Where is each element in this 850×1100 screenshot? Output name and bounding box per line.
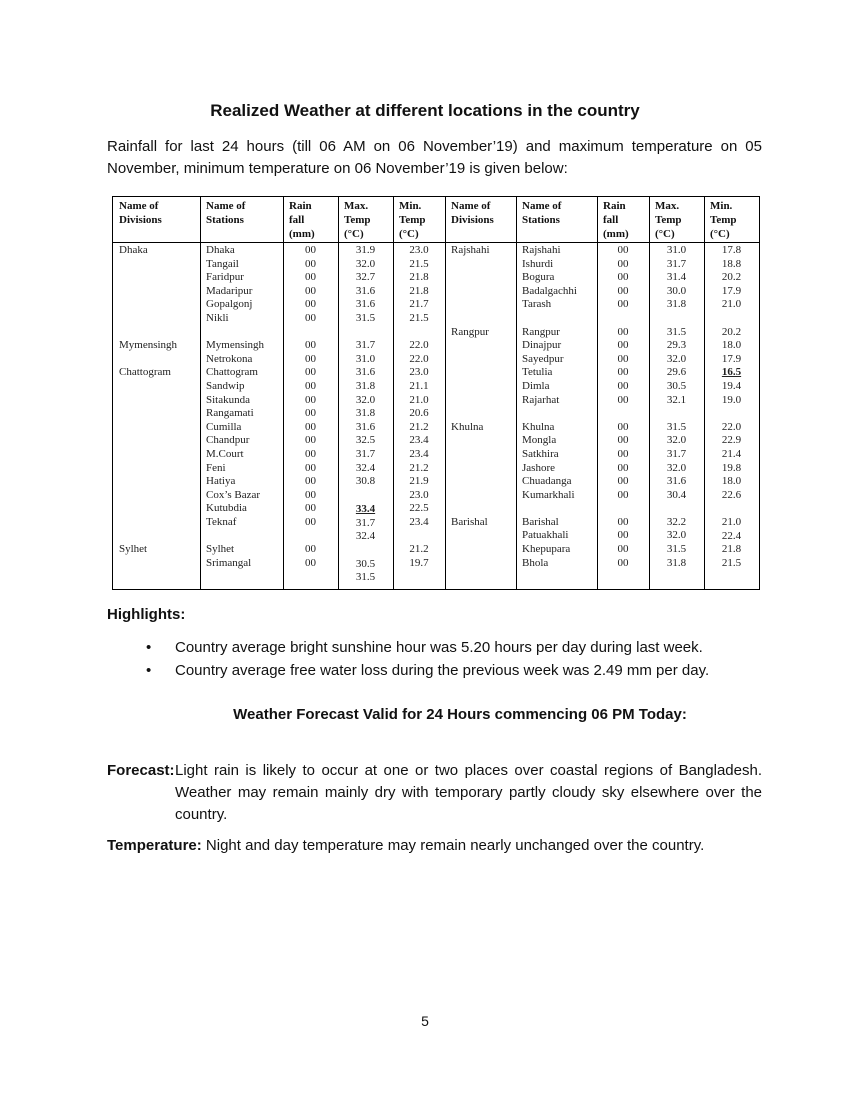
- header-max-temp: Max. Temp (°C): [344, 200, 371, 240]
- division-list: Rajshahi Rangpur Khulna Barishal: [451, 244, 490, 528]
- header-max-temp: Max. Temp (°C): [655, 200, 682, 240]
- forecast-heading: Weather Forecast Valid for 24 Hours commencing 06 PM Today:: [233, 706, 687, 723]
- min-temp-list: 23.0 21.5 21.8 21.8 21.7 21.5 22.0 22.0 23.0 21.1 21.0 20.6 21.2 23.4 23.4 21.2 21.9 23.0 22.5 23.4 21.2 19.7: [409, 244, 429, 569]
- table-divider: [200, 197, 201, 589]
- forecast-text: Light rain is likely to occur at one or two places over coastal regions of Bangladesh. Weather may remain mainly dry with temporary partly cloudy sky elsewhere over the country.: [175, 762, 762, 823]
- header-stations: Name of Stations: [206, 200, 246, 226]
- highlight-text: Country average free water loss during the previous week was 2.49 mm per day.: [175, 662, 710, 679]
- header-stations: Name of Stations: [522, 200, 562, 226]
- header-min-temp: Min. Temp (°C): [710, 200, 737, 240]
- table-divider: [516, 197, 517, 589]
- temperature-text: Night and day temperature may remain nearly unchanged over the country.: [205, 837, 705, 854]
- bullet-icon: •: [146, 639, 152, 656]
- header-rainfall: Rain fall (mm): [603, 200, 629, 240]
- page-number: 5: [421, 1013, 429, 1029]
- weather-table: [112, 196, 760, 590]
- division-list: Dhaka Mymensingh Chattogram Sylhet: [119, 244, 178, 556]
- page-title: Realized Weather at different locations in the country: [210, 101, 640, 120]
- max-temp-highlight: 33.4: [355, 503, 376, 516]
- max-temp-list: 31.7 32.4 30.5 31.5: [355, 516, 376, 584]
- temperature-label: Temperature:: [107, 837, 202, 854]
- temperature-paragraph: [107, 837, 704, 854]
- rainfall-list: 00 00 00 00 00 00 00 00 00 00 00 00 00 00 00 00 00 00 00 00 00: [617, 244, 629, 569]
- station-list: Rajshahi Ishurdi Bogura Badalgachhi Tarash Rangpur Dinajpur Sayedpur Tetulia Dimla Rajarhat Khulna Mongla Satkhira Jashore Chuadanga Kumarkhali Barishal Patuakhali Khepupara Bhola: [522, 244, 577, 569]
- table-header-divider: [113, 242, 759, 243]
- header-divisions: Name of Divisions: [119, 200, 162, 226]
- min-temp-list: 17.8 18.8 20.2 17.9 21.0 20.2 18.0 17.9: [721, 244, 742, 365]
- rainfall-list: 00 00 00 00 00 00 00 00 00 00 00 00 00 00 00 00 00 00 00 00 00 00: [305, 244, 316, 569]
- highlight-text: Country average bright sunshine hour was 5.20 hours per day during last week.: [175, 639, 703, 656]
- bullet-icon: •: [146, 662, 152, 679]
- min-temp-list: 19.4 19.0 22.0 22.9 21.4 19.8 18.0 22.6 21.0 22.4 21.8 21.5: [721, 380, 742, 569]
- max-temp-list: 31.9 32.0 32.7 31.6 31.6 31.5 31.7 31.0 31.6 31.8 32.0 31.8 31.6 32.5 31.7 32.4 30.8: [355, 244, 376, 488]
- header-divisions: Name of Divisions: [451, 200, 494, 226]
- header-min-temp: Min. Temp (°C): [399, 200, 426, 240]
- station-list: Dhaka Tangail Faridpur Madaripur Gopalgonj Nikli Mymensingh Netrokona Chattogram Sandwip Sitakunda Rangamati Cumilla Chandpur M.Court Feni Hatiya Cox’s Bazar Kutubdia Teknaf Sylhet Srimangal: [206, 244, 265, 569]
- intro-paragraph: Rainfall for last 24 hours (till 06 AM on 06 November’19) and maximum temperature on 05 November, minimum temperature on 06 November’19 is given below:: [107, 138, 762, 177]
- min-temp-highlight: 16.5: [721, 366, 742, 379]
- table-divider: [445, 197, 446, 589]
- max-temp-list: 31.0 31.7 31.4 30.0 31.8 31.5 29.3 32.0 29.6 30.5 32.1 31.5 32.0 31.7 32.0 31.6 30.4 32.2 32.0 31.5 31.8: [666, 244, 687, 569]
- highlights-heading: Highlights:: [107, 606, 186, 623]
- forecast-label: Forecast:: [107, 762, 175, 779]
- header-rainfall: Rain fall (mm): [289, 200, 315, 240]
